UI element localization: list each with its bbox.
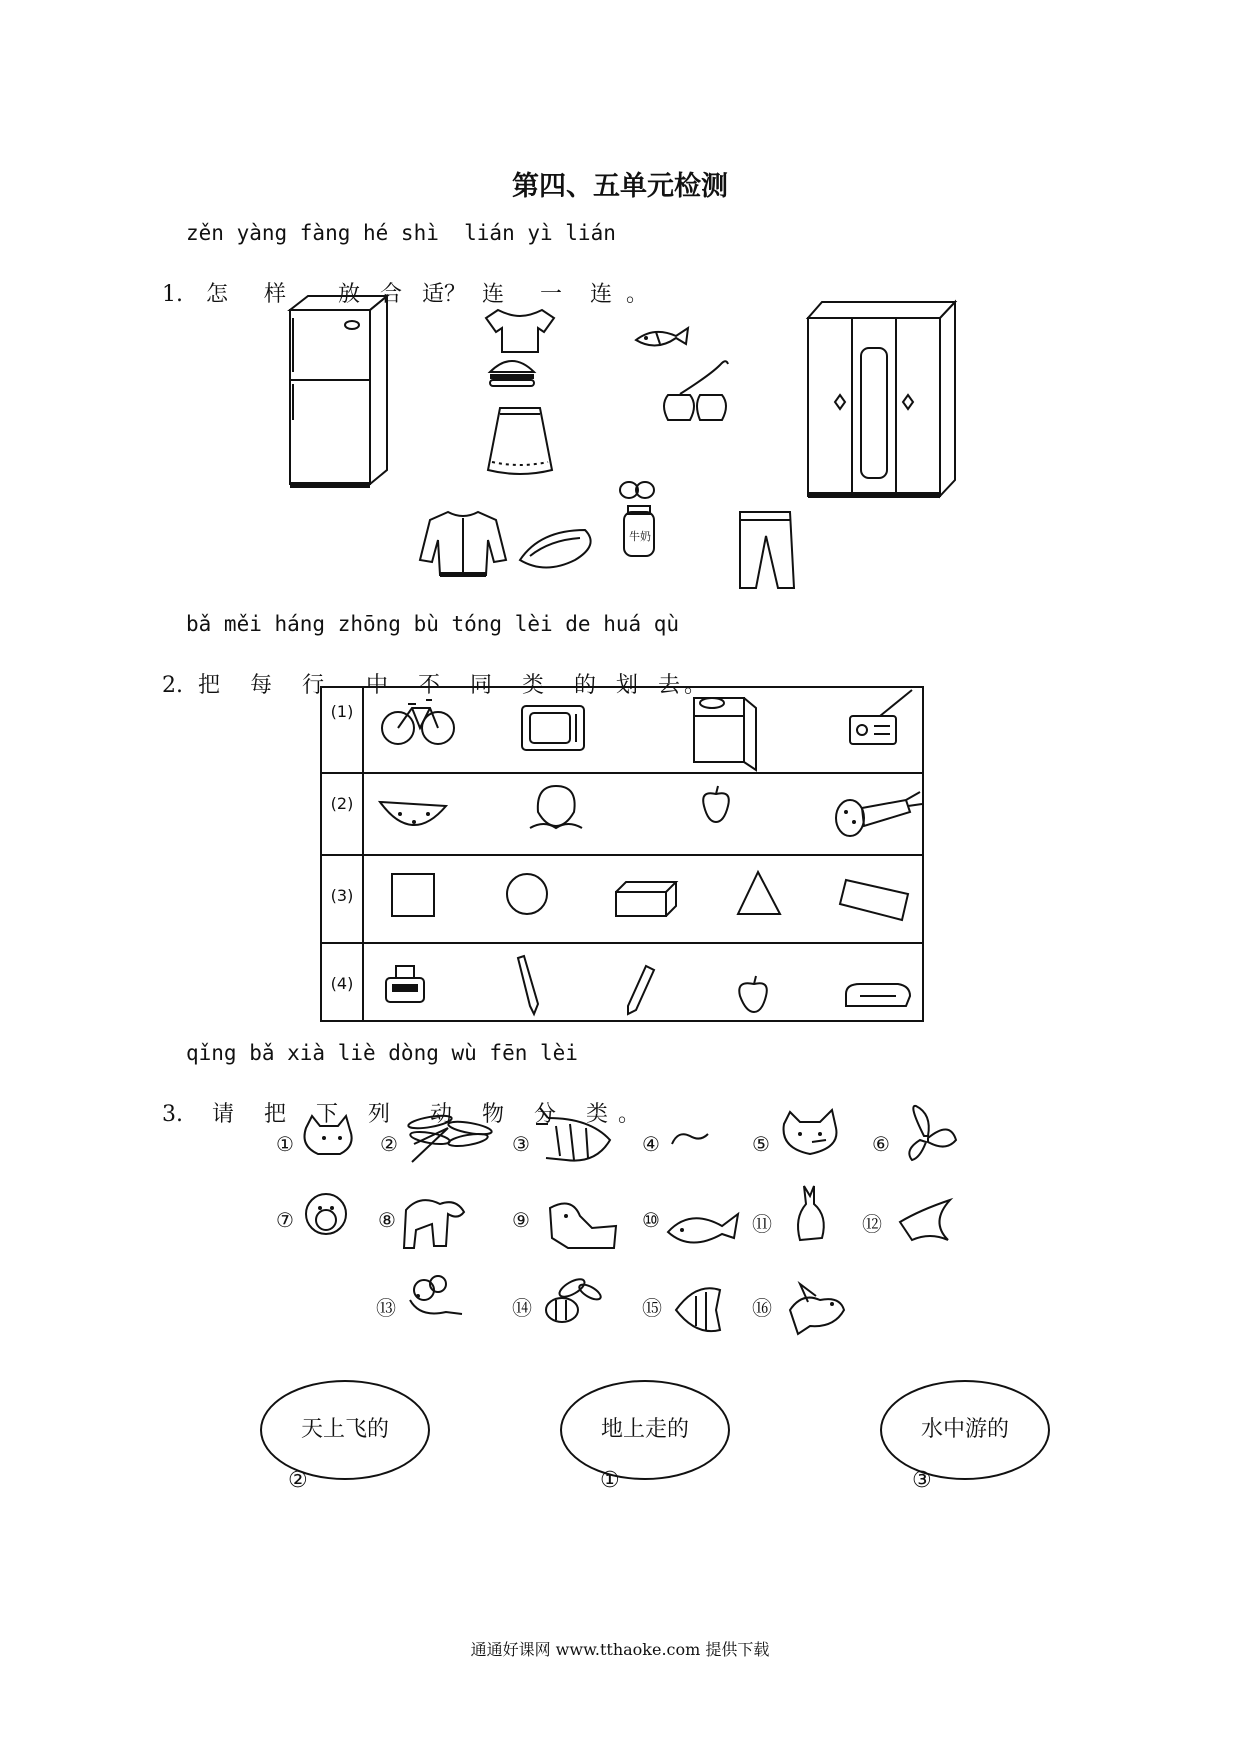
q3-char: 动 <box>430 1102 453 1127</box>
fish-icon[interactable] <box>668 1214 738 1243</box>
q2-char: 类 <box>522 673 545 698</box>
animal-number: ② <box>380 1132 398 1156</box>
q3-char: 分 <box>534 1102 557 1127</box>
animal-number: ① <box>276 1132 294 1156</box>
footer-source: 通通好课网 www.tthaoke.com 提供下载 <box>470 1640 770 1659</box>
shrimp-icon[interactable] <box>536 1108 610 1161</box>
q1-char: 连 <box>482 282 505 307</box>
q2-number: 2. <box>162 673 183 698</box>
butterfly-icon[interactable] <box>909 1106 956 1160</box>
animal-number: ⑯ <box>752 1296 772 1320</box>
q1-pinyin: zěn yàng fàng hé shì lián yì lián <box>186 221 616 245</box>
q1-char: 连 <box>590 282 613 307</box>
q2-row-label: (3) <box>322 856 364 942</box>
animal-number: ⑪ <box>752 1212 772 1236</box>
q1-number: 1. <box>162 282 183 307</box>
q3-char: 物 <box>482 1102 505 1127</box>
q1-char: 样 <box>264 282 287 307</box>
rabbit-icon[interactable] <box>798 1186 824 1240</box>
kitten-icon[interactable] <box>784 1110 837 1154</box>
q3-char: 请 <box>212 1102 235 1127</box>
q2-char: 。 <box>684 673 707 698</box>
q1-char: 。 <box>626 282 649 307</box>
q3-char: 。 <box>618 1102 641 1127</box>
q2-char: 把 <box>198 673 221 698</box>
animal-number: ⑥ <box>872 1132 890 1156</box>
q1-char: 合 <box>380 282 403 307</box>
animal-number: ⑦ <box>276 1208 294 1232</box>
group-sky-ellipse[interactable]: 天上飞的 <box>260 1380 430 1480</box>
q1-char: 怎 <box>206 282 229 307</box>
q1-char: ？ <box>444 282 467 307</box>
q2-pinyin: bǎ měi háng zhōng bù tóng lèi de huá qù <box>186 612 680 636</box>
dragonfly-icon[interactable] <box>407 1113 492 1162</box>
group-water-answer: ③ <box>912 1468 932 1493</box>
q2-char: 每 <box>250 673 273 698</box>
worm-icon[interactable] <box>672 1134 708 1144</box>
animal-number: ⑫ <box>862 1212 882 1236</box>
animal-number: ⑬ <box>376 1296 396 1320</box>
q2-row-label: (2) <box>322 774 364 854</box>
page-title: 第四、五单元检测 <box>512 171 728 202</box>
puppy-icon[interactable] <box>550 1204 616 1249</box>
swallow-icon[interactable] <box>900 1200 950 1240</box>
bird-icon[interactable] <box>790 1284 844 1334</box>
group-water-ellipse[interactable]: 水中游的 <box>880 1380 1050 1480</box>
q2-char: 中 <box>366 673 389 698</box>
mouse-icon[interactable] <box>410 1276 462 1314</box>
q2-char: 不 <box>418 673 441 698</box>
q3-char: 类 <box>586 1102 609 1127</box>
q1-char: 适 <box>422 282 445 307</box>
q2-char: 的 <box>574 673 597 698</box>
animal-number: ③ <box>512 1132 530 1156</box>
group-sky-answer: ② <box>288 1468 308 1493</box>
q3-char: 列 <box>368 1102 391 1127</box>
animal-number: ⑨ <box>512 1208 530 1232</box>
milk-label: 牛奶 <box>629 530 651 543</box>
animal-number: ④ <box>642 1132 660 1156</box>
q2-row-label: (1) <box>322 688 364 772</box>
animal-number: ⑩ <box>642 1208 660 1232</box>
cat-head-icon[interactable] <box>305 1116 352 1154</box>
angelfish-icon[interactable] <box>676 1288 720 1331</box>
bee-icon[interactable] <box>546 1276 603 1322</box>
animal-number: ⑧ <box>378 1208 396 1232</box>
q1-char: 放 <box>338 282 361 307</box>
group-land-answer: ① <box>600 1468 620 1493</box>
q3-char: 把 <box>264 1102 287 1127</box>
q2-char: 同 <box>470 673 493 698</box>
q2-row-label: (4) <box>322 944 364 1020</box>
q2-char: 去 <box>658 673 681 698</box>
q3-number: 3. <box>162 1102 183 1127</box>
q3-pinyin: qǐng bǎ xià liè dòng wù fēn lèi <box>186 1041 578 1065</box>
group-land-ellipse[interactable]: 地上走的 <box>560 1380 730 1480</box>
q3-char: 下 <box>316 1102 339 1127</box>
q2-char: 划 <box>616 673 639 698</box>
q1-char: 一 <box>540 282 563 307</box>
donkey-icon[interactable] <box>404 1200 464 1248</box>
animal-number: ⑤ <box>752 1132 770 1156</box>
animal-number: ⑭ <box>512 1296 532 1320</box>
q2-char: 行 <box>302 673 325 698</box>
animal-number: ⑮ <box>642 1296 662 1320</box>
monkey-icon[interactable] <box>306 1194 346 1234</box>
